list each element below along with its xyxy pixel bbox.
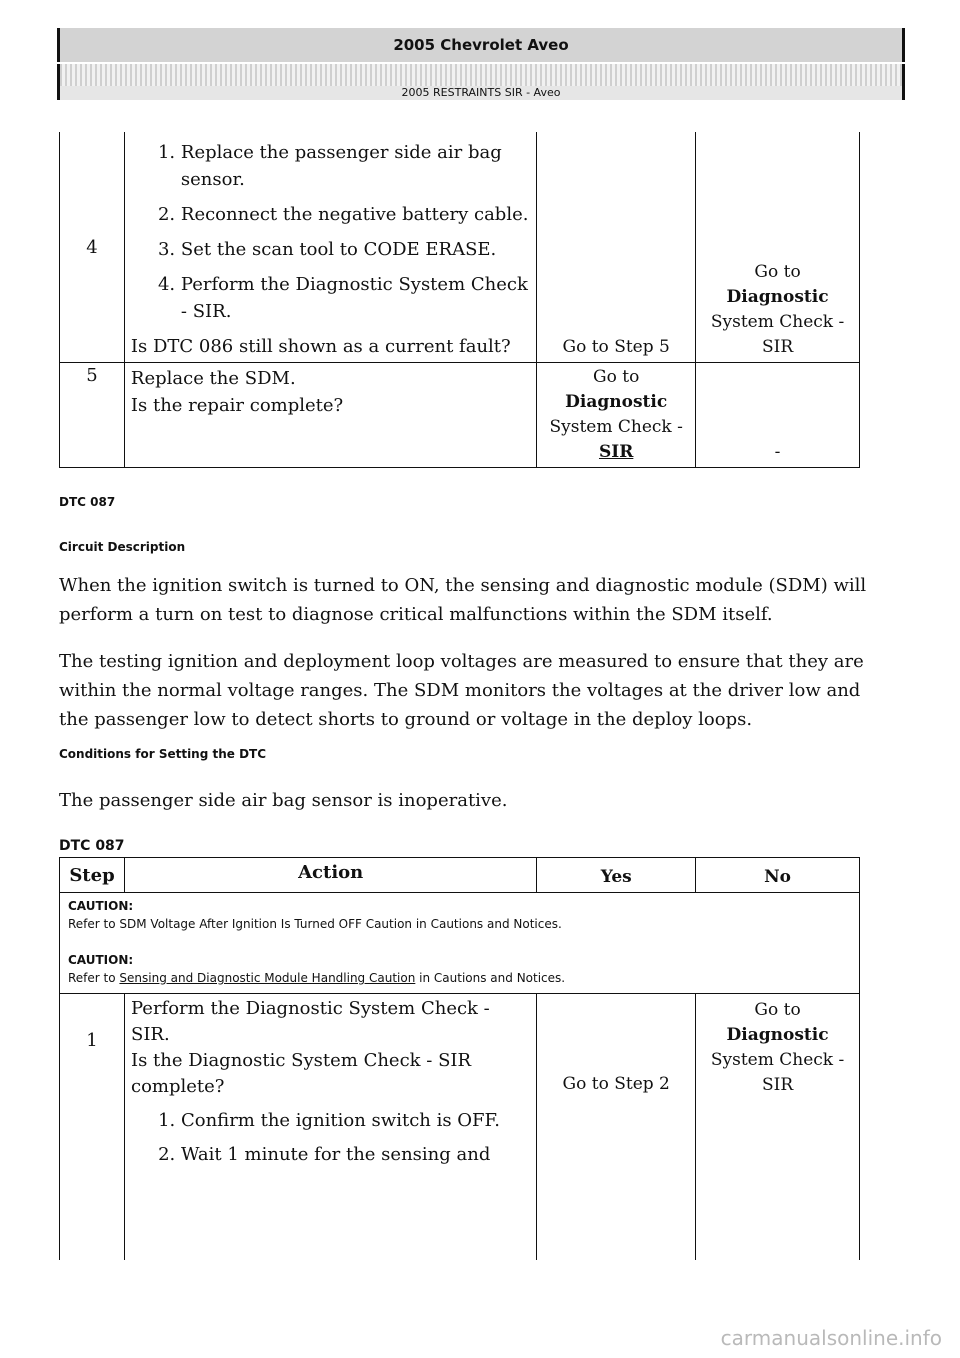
diagnostic-link[interactable]: Diagnostic [726, 1025, 829, 1045]
yes-cell: Go to Step 2 [537, 994, 696, 1261]
action-cell [124, 132, 536, 363]
yes-cell: Go to Step 5 [537, 132, 696, 363]
dtc-087-table [59, 857, 860, 1260]
table-row [60, 363, 860, 468]
list-item: 2. Wait 1 minute for the sensing and [181, 1142, 530, 1168]
list-item: 2. Reconnect the negative battery cable. [181, 201, 530, 228]
action-question: Is the Diagnostic System Check - SIR complete? [130, 1050, 472, 1097]
dtc-086-table-continued [59, 132, 860, 468]
yes-cell [537, 363, 696, 468]
dtc-heading: DTC 087 [59, 495, 116, 509]
column-header-step: Step [60, 858, 125, 893]
caution-label: CAUTION: [68, 899, 134, 913]
diagnostic-link[interactable]: Diagnostic [726, 287, 829, 307]
column-header-no: No [696, 858, 860, 893]
action-question: Is the repair complete? [130, 395, 344, 416]
header-title: 2005 Chevrolet Aveo [57, 28, 905, 62]
action-question: Is DTC 086 still shown as a current fault? [130, 336, 511, 357]
circuit-heading: Circuit Description [59, 540, 186, 554]
step-number: 5 [60, 363, 125, 468]
circuit-paragraph-1: When the ignition switch is turned to ON, the sensing and diagnostic module (SDM) will perform a turn on test to diagnose critical malfunctions within the SDM itself. [59, 575, 867, 625]
conditions-heading: Conditions for Setting the DTC [59, 747, 267, 761]
action-cell [124, 994, 536, 1261]
step-number: 4 [60, 132, 125, 363]
list-item: 1. Confirm the ignition switch is OFF. [181, 1108, 530, 1134]
watermark: carmanualsonline.info [720, 1326, 942, 1350]
no-prefix: Go to [754, 262, 801, 282]
table-row [60, 132, 860, 363]
action-list [131, 139, 530, 325]
action-cell [124, 363, 536, 468]
header-subtitle: 2005 RESTRAINTS SIR - Aveo [57, 86, 905, 100]
step-number: 1 [60, 994, 125, 1261]
caution-text: Refer to SDM Voltage After Ignition Is Turned OFF Caution in Cautions and Notices. [68, 917, 562, 931]
caution-cell [60, 893, 860, 994]
column-header-action: Action [124, 858, 536, 893]
table-header-row [60, 858, 860, 893]
table-caption: DTC 087 [59, 838, 125, 854]
no-cell [696, 994, 860, 1261]
sdm-handling-caution-link[interactable]: Sensing and Diagnostic Module Handling Caution [119, 971, 416, 985]
yes-suffix: System Check - [549, 417, 683, 437]
caution-text: Refer to Sensing and Diagnostic Module Handling Caution in Cautions and Notices. [68, 971, 566, 985]
list-item: 4. Perform the Diagnostic System Check - SIR. [181, 271, 530, 325]
diagnostic-link[interactable]: Diagnostic [565, 392, 668, 412]
column-header-yes: Yes [537, 858, 696, 893]
no-cell [696, 132, 860, 363]
yes-prefix: Go to [593, 367, 640, 387]
conditions-paragraph: The passenger side air bag sensor is inoperative. [59, 790, 508, 811]
page-header [57, 28, 905, 98]
list-item: 3. Set the scan tool to CODE ERASE. [181, 236, 530, 263]
action-text: Perform the Diagnostic System Check - SIR. [130, 998, 490, 1045]
sir-link[interactable]: SIR [598, 442, 634, 462]
no-cell: - [696, 363, 860, 468]
header-scan-noise [57, 64, 905, 86]
circuit-paragraph-2: The testing ignition and deployment loop voltages are measured to ensure that they are within the normal voltage ranges. The SDM monitors the voltages at the driver low and the passenger low to detect shorts to ground or voltage in the deploy loops. [59, 651, 864, 730]
action-text: Replace the SDM. [130, 368, 296, 389]
caution-label: CAUTION: [68, 953, 134, 967]
no-prefix: Go to [754, 1000, 801, 1020]
no-suffix: System Check - SIR [710, 1050, 845, 1095]
table-row [60, 994, 860, 1261]
list-item: 1. Replace the passenger side air bag sensor. [181, 139, 530, 193]
caution-row [60, 893, 860, 994]
no-suffix: System Check - SIR [710, 312, 845, 357]
action-list [131, 1108, 530, 1168]
